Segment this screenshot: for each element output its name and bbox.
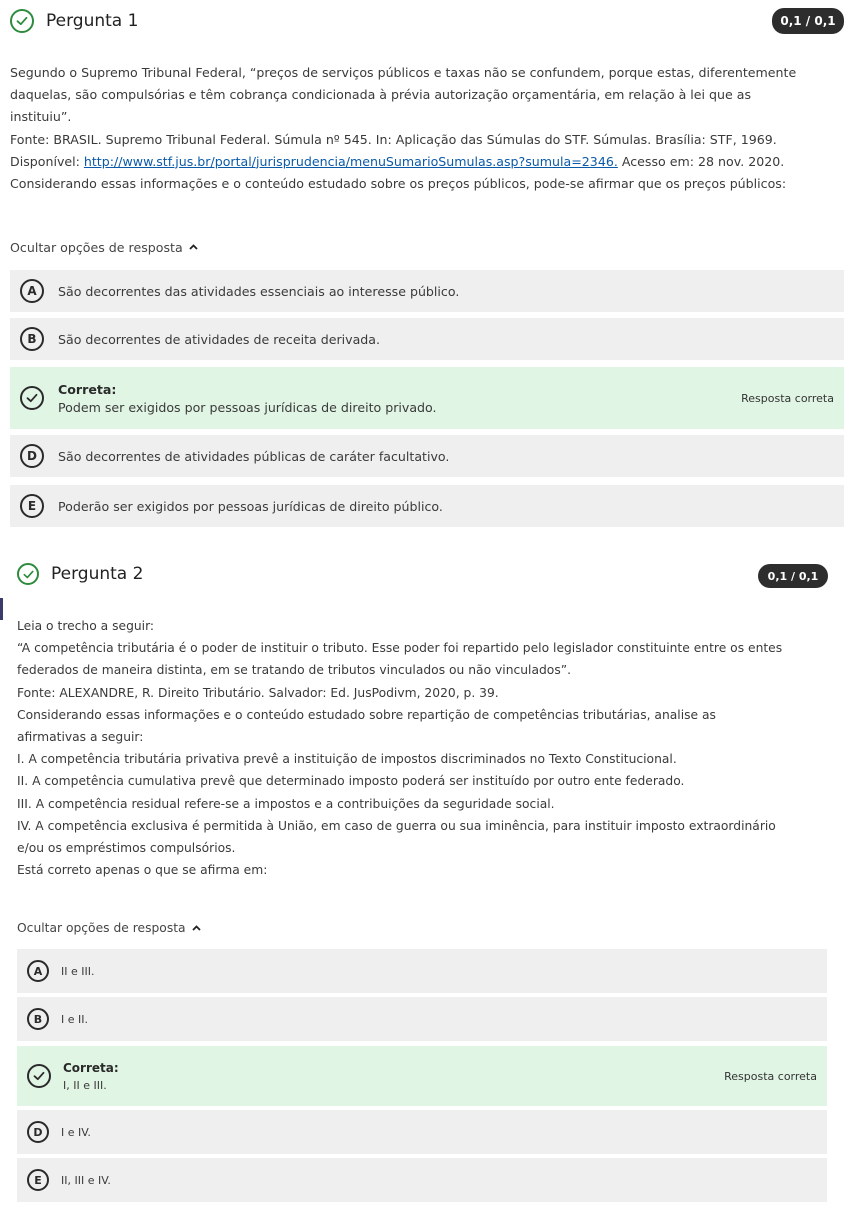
statement-line: Considerando essas informações e o conteúdo estudado sobre os preços públicos, pode-se afirmar que os preços públicos: bbox=[10, 176, 787, 192]
check-circle-icon bbox=[10, 9, 34, 33]
chevron-up-icon bbox=[189, 242, 198, 253]
option-text: São decorrentes das atividades essenciais ao interesse público. bbox=[58, 283, 460, 299]
answer-option-b[interactable] bbox=[17, 997, 827, 1041]
option-letter-b: B bbox=[20, 327, 44, 351]
toggle-label: Ocultar opções de resposta bbox=[10, 240, 183, 255]
statement-line: II. A competência cumulativa prevê que determinado imposto poderá ser instituído por outro ente federado. bbox=[17, 774, 685, 789]
option-letter-d: D bbox=[20, 444, 44, 468]
answer-option-a[interactable] bbox=[10, 270, 844, 312]
option-letter-b: B bbox=[27, 1008, 49, 1030]
statement-line: IV. A competência exclusiva é permitida à União, em caso de guerra ou sua iminência, para instituir imposto extraordinário bbox=[17, 818, 776, 833]
question-title: Pergunta 1 bbox=[46, 11, 139, 31]
answer-option-d[interactable] bbox=[17, 1110, 827, 1154]
statement-line: Fonte: ALEXANDRE, R. Direito Tributário. Salvador: Ed. JusPodivm, 2020, p. 39. bbox=[17, 685, 499, 700]
answer-option-e[interactable] bbox=[17, 1158, 827, 1202]
option-text: São decorrentes de atividades de receita derivada. bbox=[58, 331, 381, 347]
statement-line: Leia o trecho a seguir: bbox=[17, 619, 155, 633]
question-statement bbox=[10, 62, 796, 195]
option-text: I e II. bbox=[61, 1012, 88, 1026]
answer-option-b[interactable] bbox=[10, 318, 844, 360]
option-text: Podem ser exigidos por pessoas jurídicas de direito privado. bbox=[58, 399, 437, 415]
answer-option-c-correct[interactable] bbox=[10, 367, 844, 429]
toggle-answer-options[interactable] bbox=[10, 240, 198, 255]
correct-label: Correta: bbox=[63, 1060, 119, 1075]
statement-line: I. A competência tributária privativa prevê a instituição de impostos discriminados no Texto Constitucional. bbox=[17, 752, 677, 767]
correct-answer-block bbox=[63, 1061, 119, 1092]
option-text: II e III. bbox=[61, 964, 95, 978]
score-badge: 0,1 / 0,1 bbox=[758, 564, 828, 588]
correct-answer-tag: Resposta correta bbox=[724, 1069, 817, 1083]
question-title: Pergunta 2 bbox=[51, 564, 144, 584]
question-2-header bbox=[17, 563, 143, 585]
correct-answer-tag: Resposta correta bbox=[741, 391, 834, 405]
answer-option-a[interactable] bbox=[17, 949, 827, 993]
correct-label: Correta: bbox=[58, 381, 117, 397]
statement-line: Segundo o Supremo Tribunal Federal, “preços de serviços públicos e taxas não se confundem, porque estas, diferentemente bbox=[10, 65, 797, 80]
check-circle-icon bbox=[17, 563, 39, 585]
option-text: I e IV. bbox=[61, 1125, 91, 1139]
source-line bbox=[10, 151, 796, 173]
source-prefix: Disponível: bbox=[10, 153, 84, 169]
source-suffix: Acesso em: 28 nov. 2020. bbox=[617, 153, 785, 169]
option-text: I, II e III. bbox=[63, 1078, 107, 1092]
option-text: São decorrentes de atividades públicas de caráter facultativo. bbox=[58, 448, 450, 464]
statement-line: Fonte: BRASIL. Supremo Tribunal Federal. Súmula nº 545. In: Aplicação das Súmulas do STF. Súmulas. Brasília: STF, 1969. bbox=[10, 131, 777, 147]
focus-indicator bbox=[0, 598, 3, 620]
option-letter-e: E bbox=[20, 494, 44, 518]
option-text: Poderão ser exigidos por pessoas jurídicas de direito público. bbox=[58, 498, 443, 514]
chevron-up-icon bbox=[192, 923, 201, 934]
answer-option-e[interactable] bbox=[10, 485, 844, 527]
correct-answer-block bbox=[58, 382, 437, 415]
toggle-answer-options[interactable] bbox=[17, 921, 201, 935]
statement-line: III. A competência residual refere-se a impostos e a contribuições da seguridade social. bbox=[17, 796, 555, 811]
answer-option-c-correct[interactable] bbox=[17, 1046, 827, 1106]
statement-line: federados de maneira distinta, em se tratando de tributos vinculados ou não vinculados”. bbox=[17, 663, 572, 678]
option-letter-a: A bbox=[27, 960, 49, 982]
question-statement bbox=[17, 615, 782, 881]
option-text: II, III e IV. bbox=[61, 1173, 111, 1187]
check-circle-icon bbox=[27, 1064, 51, 1088]
answer-option-d[interactable] bbox=[10, 435, 844, 477]
toggle-label: Ocultar opções de resposta bbox=[17, 921, 186, 935]
statement-line: daquelas, são compulsórias e têm cobrança condicionada à prévia autorização orçamentária, em relação à lei que as bbox=[10, 87, 752, 103]
source-link[interactable]: http://www.stf.jus.br/portal/jurisprudencia/menuSumarioSumulas.asp?sumula=2346. bbox=[83, 153, 618, 169]
statement-line: afirmativas a seguir: bbox=[17, 730, 144, 745]
score-badge: 0,1 / 0,1 bbox=[772, 8, 844, 34]
option-letter-d: D bbox=[27, 1121, 49, 1143]
option-letter-e: E bbox=[27, 1169, 49, 1191]
statement-line: e/ou os empréstimos compulsórios. bbox=[17, 841, 236, 856]
question-1-header bbox=[10, 9, 138, 33]
statement-line: “A competência tributária é o poder de instituir o tributo. Esse poder foi repartido pelo legislador constituinte entre os entes bbox=[17, 641, 783, 656]
statement-line: Considerando essas informações e o conteúdo estudado sobre repartição de competências tributárias, analise as bbox=[17, 707, 716, 722]
statement-line: instituiu”. bbox=[10, 109, 72, 125]
check-circle-icon bbox=[20, 386, 44, 410]
option-letter-a: A bbox=[20, 279, 44, 303]
statement-line: Está correto apenas o que se afirma em: bbox=[17, 863, 268, 878]
